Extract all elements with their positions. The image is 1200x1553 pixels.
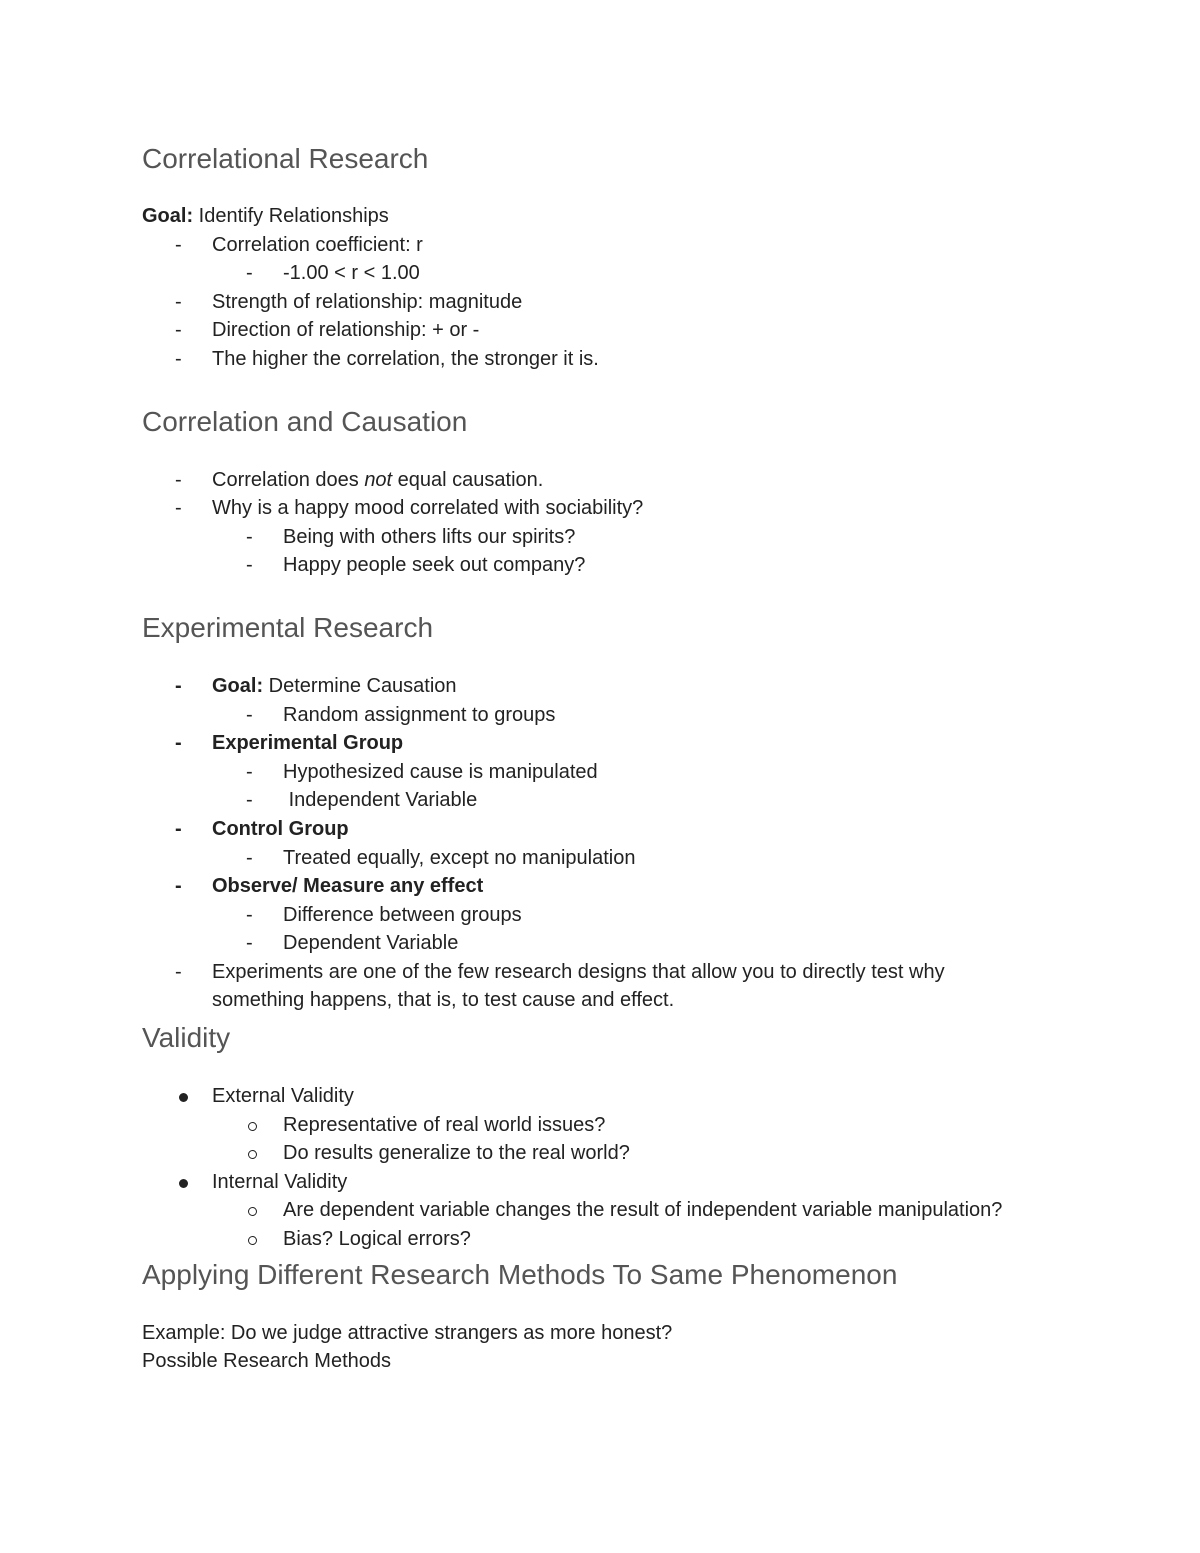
dash-marker: - [175,875,182,898]
dash-marker: - [175,674,182,697]
methods-line: Possible Research Methods [142,1350,392,1373]
list-item [142,758,1080,787]
list-item [142,259,1080,288]
list-item-text: Do results generalize to the real world? [283,1142,630,1165]
dash-marker: - [175,732,182,755]
list-item-text: Representative of real world issues? [283,1113,606,1136]
heading-correlational-research: Correlational Research [142,143,429,174]
list-item [142,901,1080,930]
goal-text: Identify Relationships [193,205,389,227]
emphasis-text: not [364,468,393,491]
list-item [142,958,1080,987]
list-item [142,551,1080,580]
heading-applying-methods: Applying Different Research Methods To Same Phenomenon [142,1258,898,1290]
dash-marker: - [246,262,253,285]
list-item [142,815,1080,844]
list-item-text: Treated equally, except no manipulation [283,846,636,869]
list-item-text: Hypothesized cause is manipulated [283,760,598,783]
dash-marker: - [246,903,253,926]
list-item [142,1196,1080,1225]
dash-marker: - [246,789,253,812]
list-item [142,729,1080,758]
dash-marker: - [175,347,182,370]
dash-marker: - [246,760,253,783]
dash-marker: - [175,290,182,313]
dash-marker: - [175,960,182,983]
list-item [142,872,1080,901]
list-item [142,786,1080,815]
heading-validity: Validity [142,1022,231,1054]
list-item-text: Direction of relationship: + or - [212,319,480,342]
list-item [142,929,1080,958]
list-item-text: Why is a happy mood correlated with sociability? [212,497,644,520]
list-item-text: equal causation. [392,468,544,491]
list-item [142,672,1080,701]
list-item [142,494,1080,523]
example-line: Example: Do we judge attractive strangers as more honest? [142,1321,673,1344]
heading-correlation-and-causation: Correlation and Causation [142,405,468,437]
list-item [142,701,1080,730]
list-item [142,231,1080,260]
list-item-text: -1.00 < r < 1.00 [283,262,420,285]
dash-marker: - [175,319,182,342]
list-item-text: Random assignment to groups [283,703,556,726]
list-item [142,1168,1080,1197]
list-item-text: Internal Validity [212,1170,348,1193]
list-item-text: Experiments are one of the few research designs that allow you to directly test why [212,960,945,983]
list-item-text: Difference between groups [283,903,522,926]
circle-bullet-icon [248,1236,257,1245]
list-item-text: Strength of relationship: magnitude [212,290,523,313]
list-item [142,345,1080,374]
heading-experimental-research: Experimental Research [142,611,434,643]
list-item [142,523,1080,552]
list-item [142,288,1080,317]
dash-marker: - [175,497,182,520]
dash-marker: - [175,817,182,840]
list-item-text: Independent Variable [283,789,478,812]
dash-marker: - [246,554,253,577]
list-item-text: Correlation coefficient: r [212,233,423,256]
list-item-text: something happens, that is, to test cause and effect. [212,989,675,1012]
list-item-text: Happy people seek out company? [283,554,586,577]
list-item-text: The higher the correlation, the stronger it is. [212,347,599,370]
goal-label: Goal: [142,205,194,227]
list-item-text: Control Group [212,817,349,840]
dash-marker: - [246,525,253,548]
dash-marker: - [175,233,182,256]
list-item-text: Are dependent variable changes the result of independent variable manipulation? [283,1199,1003,1222]
goal-label: Goal: [212,674,264,697]
list-item [142,1225,1080,1254]
bullet-icon [179,1093,188,1102]
dash-marker: - [175,468,182,491]
circle-bullet-icon [248,1207,257,1216]
dash-marker: - [246,703,253,726]
dash-marker: - [246,846,253,869]
list-item [142,1082,1080,1111]
list-item-text: Being with others lifts our spirits? [283,525,576,548]
list-item-text: Correlation does [212,468,365,491]
list-item [142,1139,1080,1168]
list-item [142,466,1080,495]
goal-line [142,202,1080,231]
bullet-icon [179,1179,188,1188]
list-item [142,844,1080,873]
dash-marker: - [246,932,253,955]
list-item-text: Determine Causation [263,674,457,697]
circle-bullet-icon [248,1122,257,1131]
list-item-text: Experimental Group [212,732,404,755]
list-item [142,316,1080,345]
list-item-continuation [142,986,1080,1015]
list-item-text: Dependent Variable [283,932,459,955]
list-item-text: Bias? Logical errors? [283,1228,471,1251]
circle-bullet-icon [248,1150,257,1159]
list-item [142,1111,1080,1140]
list-item-text: External Validity [212,1085,354,1108]
list-item-text: Observe/ Measure any effect [212,875,484,898]
